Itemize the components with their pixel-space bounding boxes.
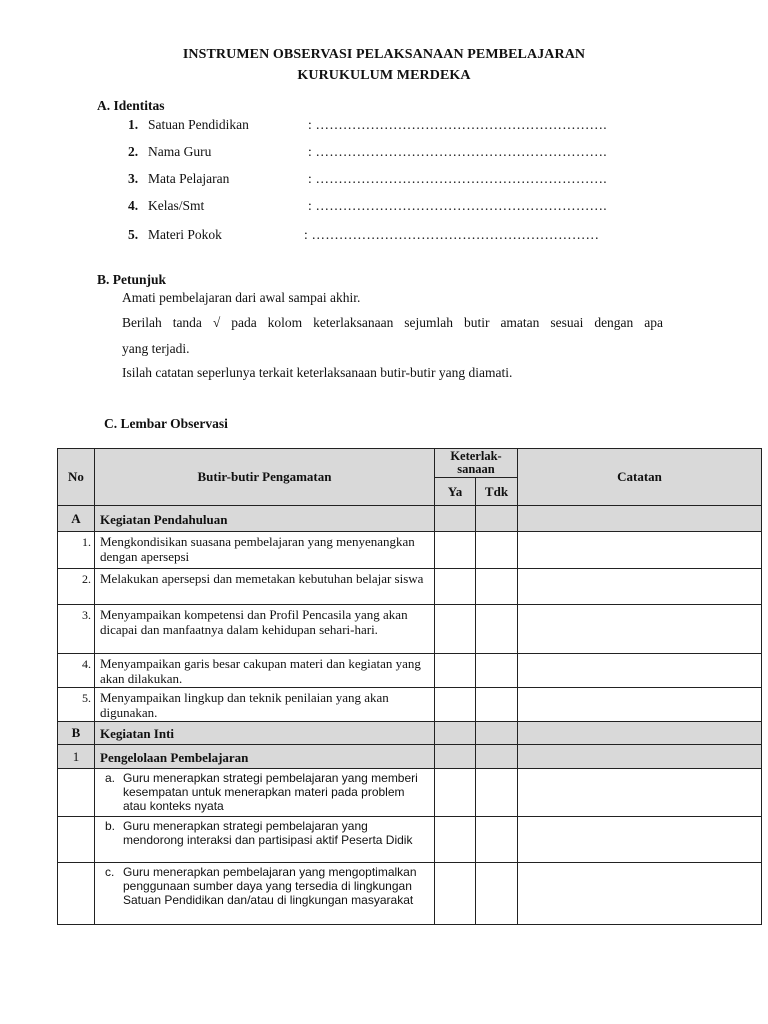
row-text: Menyampaikan garis besar cakupan materi dan kegiatan yang akan dilakukan. <box>95 654 435 688</box>
row-text: Menyampaikan kompetensi dan Profil Pencasila yang akan dicapai dan manfaatnya dalam kehidupan sehari-hari. <box>95 605 435 654</box>
table-row <box>58 817 762 863</box>
ya-checkbox-cell[interactable] <box>435 569 476 605</box>
identitas-label: Kelas/Smt <box>148 198 205 213</box>
row-letter: b. <box>105 819 116 833</box>
identitas-label: Materi Pokok <box>148 227 222 242</box>
ya-checkbox-cell[interactable] <box>435 605 476 654</box>
table-row <box>58 688 762 722</box>
lembar-heading: C. Lembar Observasi <box>104 416 228 431</box>
identitas-num: 5. <box>128 227 139 242</box>
ya-checkbox-cell[interactable] <box>435 769 476 817</box>
row-subtext: Guru menerapkan pembelajaran yang mengoptimalkan penggunaan sumber daya yang tersedia di lingkungan Satuan Pendidikan dan/atau di lingkungan masyarakat <box>123 865 417 907</box>
identitas-row <box>128 227 222 243</box>
petunjuk-line: Isilah catatan seperlunya terkait keterlaksanaan butir-butir yang diamati. <box>122 365 513 380</box>
col-header-keterlaksanaan <box>435 449 518 478</box>
ya-checkbox-cell[interactable] <box>435 654 476 688</box>
identitas-num: 4. <box>128 198 139 213</box>
ya-cell <box>435 722 476 745</box>
identitas-field[interactable]: : ………………………………………………………. <box>308 144 607 159</box>
document-subtitle: KURUKULUM MERDEKA <box>297 68 471 83</box>
identitas-field[interactable]: : ……………………………………………………… <box>304 227 600 242</box>
row-text <box>95 817 435 863</box>
table-row <box>58 532 762 569</box>
ya-checkbox-cell[interactable] <box>435 532 476 569</box>
ya-checkbox-cell[interactable] <box>435 688 476 722</box>
petunjuk-line: Amati pembelajaran dari awal sampai akhir. <box>122 290 361 305</box>
tdk-checkbox-cell[interactable] <box>476 817 518 863</box>
identitas-field[interactable]: : ………………………………………………………. <box>308 171 607 186</box>
catatan-input-cell[interactable] <box>518 569 762 605</box>
col-header-no: No <box>58 449 95 506</box>
tdk-checkbox-cell[interactable] <box>476 863 518 925</box>
identitas-field[interactable]: : ………………………………………………………. <box>308 117 607 132</box>
table-row <box>58 863 762 925</box>
catatan-cell <box>518 745 762 769</box>
identitas-num: 2. <box>128 144 139 159</box>
row-letter: c. <box>105 865 115 879</box>
identitas-row <box>128 171 229 187</box>
col-header-butir: Butir-butir Pengamatan <box>95 449 435 506</box>
col-header-ya: Ya <box>435 478 476 506</box>
row-number <box>58 817 95 863</box>
ya-checkbox-cell[interactable] <box>435 817 476 863</box>
row-subtext: Guru menerapkan strategi pembelajaran yang mendorong interaksi dan partisipasi aktif Peserta Didik <box>123 819 413 847</box>
section-title: Kegiatan Inti <box>95 722 435 745</box>
catatan-input-cell[interactable] <box>518 605 762 654</box>
tdk-checkbox-cell[interactable] <box>476 769 518 817</box>
table-header-row <box>58 449 762 478</box>
catatan-input-cell[interactable] <box>518 769 762 817</box>
identitas-heading: A. Identitas <box>97 98 165 113</box>
row-number: 1. <box>58 532 95 569</box>
catatan-input-cell[interactable] <box>518 532 762 569</box>
table-row <box>58 605 762 654</box>
identitas-label: Nama Guru <box>148 144 212 159</box>
keterlaksanaan-label: Keterlak-sanaan <box>450 449 502 476</box>
row-number: 2. <box>58 569 95 605</box>
row-letter: a. <box>105 771 116 785</box>
tdk-cell <box>476 722 518 745</box>
catatan-input-cell[interactable] <box>518 654 762 688</box>
document-title: INSTRUMEN OBSERVASI PELAKSANAAN PEMBELAJARAN <box>182 47 586 62</box>
row-text: Melakukan apersepsi dan memetakan kebutuhan belajar siswa <box>95 569 435 605</box>
col-header-tdk: Tdk <box>476 478 518 506</box>
ya-checkbox-cell[interactable] <box>435 863 476 925</box>
section-code: A <box>58 506 95 532</box>
table-row <box>58 569 762 605</box>
col-header-catatan: Catatan <box>518 449 762 506</box>
catatan-input-cell[interactable] <box>518 863 762 925</box>
petunjuk-line: Berilah tanda √ pada kolom keterlaksanaan sejumlah butir amatan sesuai dengan apa <box>122 315 663 330</box>
ya-cell <box>435 506 476 532</box>
tdk-cell <box>476 506 518 532</box>
subsection-code: 1 <box>58 745 95 769</box>
tdk-checkbox-cell[interactable] <box>476 688 518 722</box>
row-number <box>58 769 95 817</box>
identitas-num: 1. <box>128 117 139 132</box>
row-number: 4. <box>58 654 95 688</box>
section-code: B <box>58 722 95 745</box>
table-row <box>58 654 762 688</box>
tdk-checkbox-cell[interactable] <box>476 605 518 654</box>
tdk-checkbox-cell[interactable] <box>476 569 518 605</box>
row-number <box>58 863 95 925</box>
subsection-row <box>58 745 762 769</box>
row-text <box>95 863 435 925</box>
row-text: Menyampaikan lingkup dan teknik penilaian yang akan digunakan. <box>95 688 435 722</box>
catatan-cell <box>518 722 762 745</box>
tdk-checkbox-cell[interactable] <box>476 532 518 569</box>
identitas-num: 3. <box>128 171 139 186</box>
observation-table <box>57 448 762 925</box>
identitas-label: Mata Pelajaran <box>148 171 230 186</box>
section-row <box>58 506 762 532</box>
catatan-input-cell[interactable] <box>518 817 762 863</box>
row-text <box>95 769 435 817</box>
identitas-field[interactable]: : ………………………………………………………. <box>308 198 607 213</box>
row-subtext: Guru menerapkan strategi pembelajaran yang memberi kesempatan untuk menerapkan materi pada problem atau konteks nyata <box>123 771 418 813</box>
identitas-row <box>128 198 204 214</box>
section-title: Kegiatan Pendahuluan <box>95 506 435 532</box>
section-row <box>58 722 762 745</box>
row-text: Mengkondisikan suasana pembelajaran yang menyenangkan dengan apersepsi <box>95 532 435 569</box>
table-row <box>58 769 762 817</box>
catatan-cell <box>518 506 762 532</box>
subsection-title: Pengelolaan Pembelajaran <box>95 745 435 769</box>
tdk-cell <box>476 745 518 769</box>
tdk-checkbox-cell[interactable] <box>476 654 518 688</box>
identitas-row <box>128 144 211 160</box>
petunjuk-heading: B. Petunjuk <box>97 272 167 287</box>
catatan-input-cell[interactable] <box>518 688 762 722</box>
petunjuk-line: yang terjadi. <box>122 341 190 356</box>
identitas-row <box>128 117 249 133</box>
row-number: 5. <box>58 688 95 722</box>
row-number: 3. <box>58 605 95 654</box>
ya-cell <box>435 745 476 769</box>
identitas-label: Satuan Pendidikan <box>148 117 249 132</box>
